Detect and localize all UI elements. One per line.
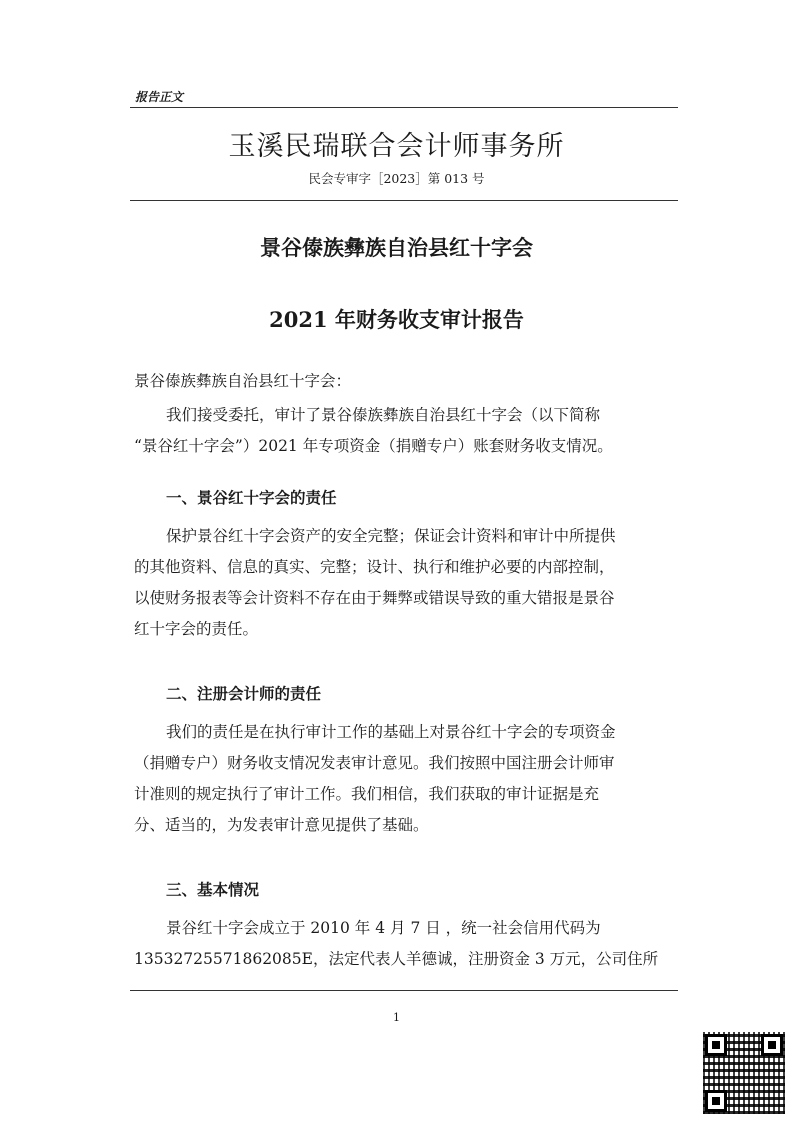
firm-name: 玉溪民瑞联合会计师事务所 <box>228 131 565 162</box>
paragraph-line: “景谷红十字会”）2021 年专项资金（捐赠专户）账套财务收支情况。 <box>134 437 613 455</box>
addressee-text: 景谷傣族彝族自治县红十字会： <box>134 372 352 390</box>
section-heading-3: 三、基本情况 <box>166 880 260 899</box>
section-3-paragraph <box>134 913 692 975</box>
paragraph-line: 以使财务报表等会计资料不存在由于舞弊或错误导致的重大错报是景谷 <box>134 589 615 607</box>
section-heading-1: 一、景谷红十字会的责任 <box>166 488 337 507</box>
report-title-line1: 景谷傣族彝族自治县红十字会 <box>260 235 533 260</box>
paragraph-line: 计准则的规定执行了审计工作。我们相信，我们获取的审计证据是充 <box>134 785 600 803</box>
section-2-paragraph <box>134 717 692 841</box>
intro-paragraph <box>134 400 692 462</box>
report-tag: 报告正文 <box>135 90 184 104</box>
qr-code-icon <box>703 1032 785 1114</box>
footer-rule <box>130 990 678 991</box>
paragraph-line: 的其他资料、信息的真实、完整；设计、执行和维护必要的内部控制， <box>134 558 615 576</box>
section-1-paragraph <box>134 521 692 645</box>
report-title-line2: 2021 年财务收支审计报告 <box>269 307 524 332</box>
addressee <box>134 366 692 397</box>
paragraph-line: （捐赠专户）财务收支情况发表审计意见。我们按照中国注册会计师审 <box>134 754 615 772</box>
paragraph-line: 分、适当的，为发表审计意见提供了基础。 <box>134 816 429 834</box>
paragraph-line: 保护景谷红十字会资产的安全完整；保证会计资料和审计中所提供 <box>166 527 616 545</box>
paragraph-line: 我们的责任是在执行审计工作的基础上对景谷红十字会的专项资金 <box>166 723 616 741</box>
paragraph-line: 景谷红十字会成立于 2010 年 4 月 7 日 ，统一社会信用代码为 <box>166 919 601 937</box>
page-number: 1 <box>393 1011 400 1024</box>
header-rule-bottom <box>130 200 678 201</box>
paragraph-line: 红十字会的责任。 <box>134 620 259 638</box>
section-heading-2: 二、注册会计师的责任 <box>166 684 322 703</box>
paragraph-line: 我们接受委托，审计了景谷傣族彝族自治县红十字会（以下简称 <box>166 406 601 424</box>
header-rule-top <box>130 107 678 108</box>
document-number: 民会专审字［2023］第 013 号 <box>308 171 485 186</box>
paragraph-line: 13532725571862085E，法定代表人羊德诚，注册资金 3 万元，公司住所 <box>134 950 659 968</box>
